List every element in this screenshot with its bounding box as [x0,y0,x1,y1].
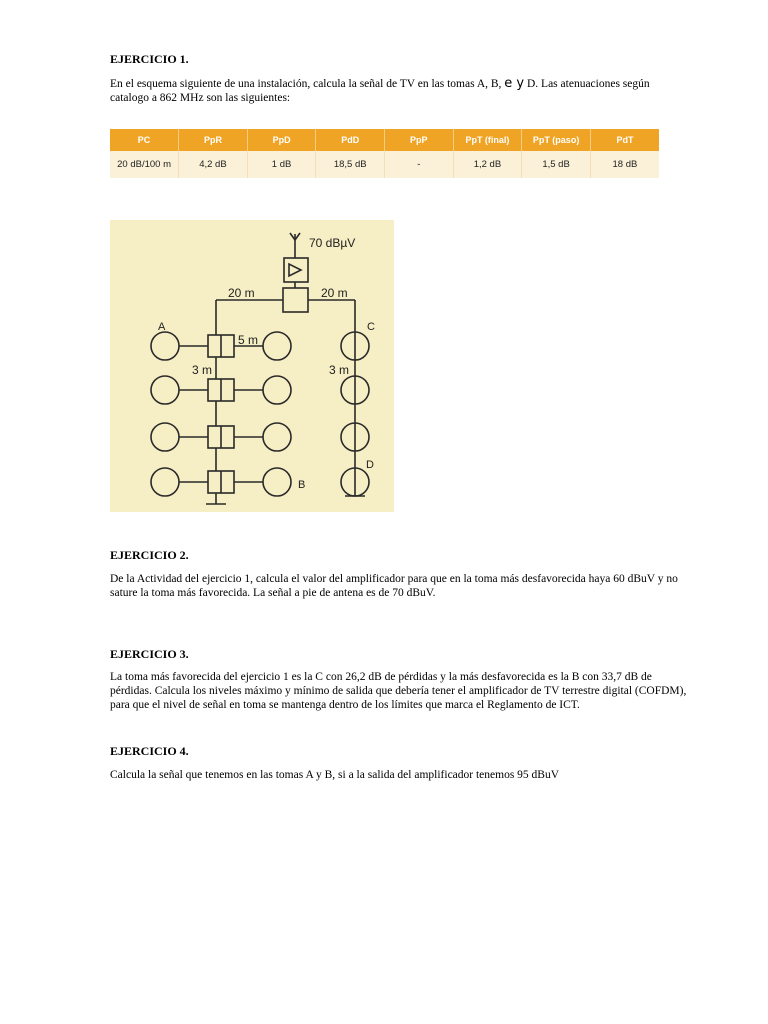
right-riser-length-label: 3 m [329,363,350,377]
exercise-1-text-b: D. Las atenuaciones según [527,78,650,90]
outlet-icon [263,332,291,360]
attenuation-table-value-row [110,151,659,178]
table-header-ppr: PpR [179,129,248,151]
outlet-b-icon [263,468,291,496]
table-cell-ppd: 1 dB [247,151,316,178]
exercise-1-text-a: En el esquema siguiente de una instalación, calcula la señal de TV en las tomas A, B, [110,78,502,90]
installation-schematic [110,220,394,512]
exercise-1-text [110,77,700,105]
antenna-level-label: 70 dBµV [309,236,356,250]
table-cell-ppt-paso: 1,5 dB [522,151,591,178]
outlet-a-icon [151,332,179,360]
exercise-3-line-1: La toma más favorecida del ejercicio 1 es la C con 26,2 dB de pérdidas y la más desfavorecida es la B con 33,7 dB de [110,671,652,683]
table-cell-ppp: - [385,151,454,178]
right-run-length-label: 20 m [321,286,348,300]
outlet-icon [151,376,179,404]
exercise-3-heading: EJERCICIO 3. [110,647,189,661]
outlet-a-label: A [158,321,166,333]
exercise-3-line-3: para que el nivel de señal en toma se mantenga dentro de los límites que marca el Reglamento de ICT. [110,699,580,711]
table-cell-ppr: 4,2 dB [179,151,248,178]
exercise-2-heading: EJERCICIO 2. [110,548,189,562]
outlet-icon [263,376,291,404]
exercise-3-text [110,670,710,712]
table-header-ppt-final: PpT (final) [453,129,522,151]
outlet-icon [263,423,291,451]
attenuation-table [110,129,659,178]
amplifier-icon [289,264,301,276]
outlet-b-label: B [298,479,306,491]
exercise-1-text-ey: e y [504,76,525,91]
outlet-icon [151,423,179,451]
branch-length-label: 5 m [238,333,259,347]
table-header-pdd: PdD [316,129,385,151]
exercise-4-heading: EJERCICIO 4. [110,744,189,758]
exercise-3-line-2: pérdidas. Calcula los niveles máximo y mínimo de salida que debería tener el amplificador de TV terrestre digital (COFDM), [110,685,687,697]
amplifier-box [284,258,308,282]
installation-diagram [110,220,394,512]
attenuation-table-grid [110,129,659,178]
left-riser-length-label: 3 m [192,363,213,377]
splitter-box [283,288,308,312]
table-header-ppt-paso: PpT (paso) [522,129,591,151]
outlet-icon [151,468,179,496]
exercise-4-text [110,768,710,782]
table-cell-pdd: 18,5 dB [316,151,385,178]
table-cell-pc: 20 dB/100 m [110,151,179,178]
table-header-ppd: PpD [247,129,316,151]
exercise-1-heading: EJERCICIO 1. [110,52,189,66]
table-header-pc: PC [110,129,179,151]
table-cell-ppt-final: 1,2 dB [453,151,522,178]
table-header-ppp: PpP [385,129,454,151]
exercise-2-line-2: sature la toma más favorecida. La señal a pie de antena es de 70 dBuV. [110,587,436,599]
left-run-length-label: 20 m [228,286,255,300]
table-header-pdt: PdT [590,129,659,151]
attenuation-table-header-row [110,129,659,151]
exercise-2-line-1: De la Actividad del ejercicio 1, calcula el valor del amplificador para que en la toma más desfavorecida haya 60 dBuV y no [110,573,678,585]
outlet-d-label: D [366,459,374,471]
exercise-1-line-2: catalogo a 862 MHz son las siguientes: [110,92,291,104]
exercise-1-line-1 [110,77,700,91]
outlet-c-label: C [367,321,375,333]
table-cell-pdt: 18 dB [590,151,659,178]
exercise-4-line-1: Calcula la señal que tenemos en las tomas A y B, si a la salida del amplificador tenemos 95 dBuV [110,769,560,781]
exercise-2-text [110,572,710,600]
